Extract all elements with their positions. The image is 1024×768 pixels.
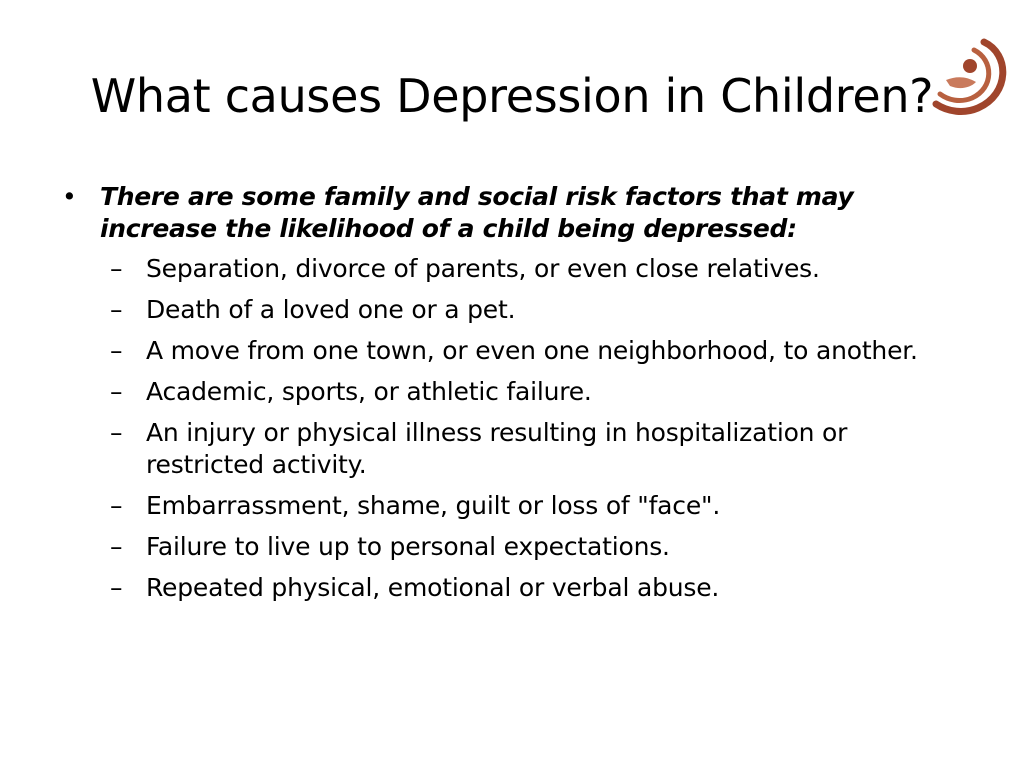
dash-marker: –: [110, 377, 123, 406]
slide-body: [62, 181, 962, 613]
dash-marker: –: [110, 491, 123, 520]
bullet-marker: •: [62, 182, 77, 211]
dash-marker: –: [110, 254, 123, 283]
list-item: [110, 253, 962, 285]
list-item: [110, 531, 962, 563]
bullet-text: There are some family and social risk factors that may increase the likelihood of a child being depressed:: [100, 182, 854, 243]
sub-list: [62, 253, 962, 604]
bullet-item: [62, 181, 962, 245]
dash-marker: –: [110, 336, 123, 365]
list-item-text: A move from one town, or even one neighborhood, to another.: [146, 336, 918, 365]
dash-marker: –: [110, 418, 123, 447]
list-item: [110, 376, 962, 408]
list-item-text: Separation, divorce of parents, or even close relatives.: [146, 254, 820, 283]
list-item: [110, 490, 962, 522]
list-item-text: Repeated physical, emotional or verbal abuse.: [146, 573, 720, 602]
list-item: [110, 294, 962, 326]
dash-marker: –: [110, 295, 123, 324]
list-item: [110, 572, 962, 604]
list-item-text: An injury or physical illness resulting in hospitalization or restricted activity.: [146, 418, 848, 479]
dash-marker: –: [110, 532, 123, 561]
list-item-text: Death of a loved one or a pet.: [146, 295, 516, 324]
slide-title: What causes Depression in Children?: [90, 69, 934, 123]
list-item-text: Academic, sports, or athletic failure.: [146, 377, 592, 406]
dash-marker: –: [110, 573, 123, 602]
list-item: [110, 417, 962, 481]
list-item-text: Failure to live up to personal expectations.: [146, 532, 670, 561]
list-item-text: Embarrassment, shame, guilt or loss of "face".: [146, 491, 721, 520]
list-item: [110, 335, 962, 367]
